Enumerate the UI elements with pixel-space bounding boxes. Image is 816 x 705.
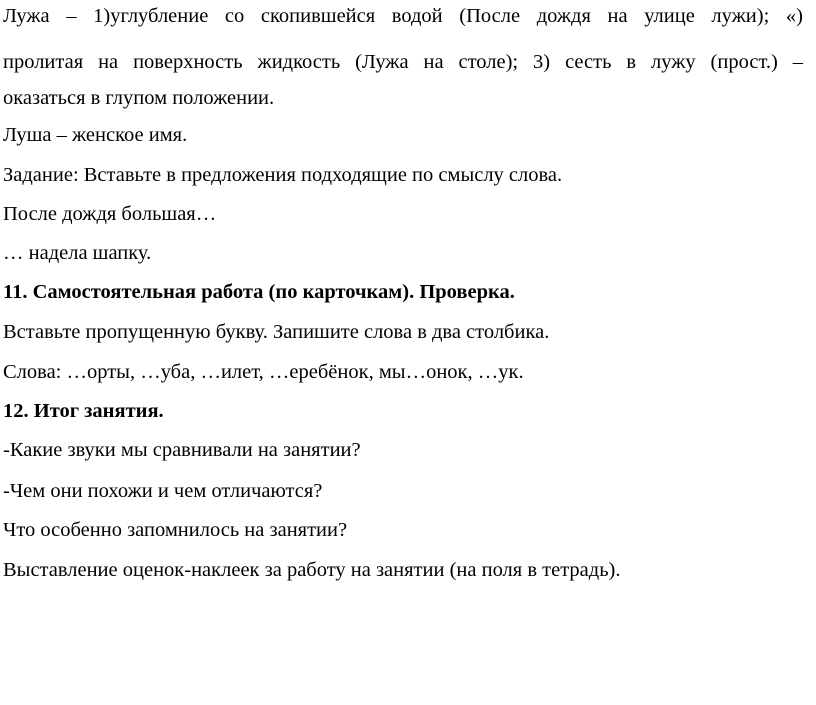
name-definition-line: Луша – женское имя. (3, 124, 188, 146)
instruction-line: Вставьте пропущенную букву. Запишите слова в два столбика. (3, 321, 550, 343)
words-line: Слова: …орты, …уба, …илет, …еребёнок, мы…онок, …ук. (3, 361, 524, 383)
definition-line-3: оказаться в глупом положении. (3, 87, 275, 109)
task-line: Задание: Вставьте в предложения подходящие по смыслу слова. (3, 164, 563, 186)
sentence-line-2: … надела шапку. (3, 242, 152, 264)
question-line-2: -Чем они похожи и чем отличаются? (3, 480, 323, 502)
definition-line-1: Лужа – 1)углубление со скопившейся водой (После дождя на улице лужи); «) (3, 5, 803, 27)
question-line-1: -Какие звуки мы сравнивали на занятии? (3, 439, 361, 461)
section-heading-11: 11. Самостоятельная работа (по карточкам). Проверка. (3, 281, 515, 303)
question-line-3: Что особенно запомнилось на занятии? (3, 519, 348, 541)
definition-line-2: пролитая на поверхность жидкость (Лужа на столе); 3) сесть в лужу (прост.) – (3, 51, 803, 73)
section-heading-12: 12. Итог занятия. (3, 400, 164, 422)
closing-line: Выставление оценок-наклеек за работу на занятии (на поля в тетрадь). (3, 559, 621, 581)
sentence-line-1: После дождя большая… (3, 203, 217, 225)
